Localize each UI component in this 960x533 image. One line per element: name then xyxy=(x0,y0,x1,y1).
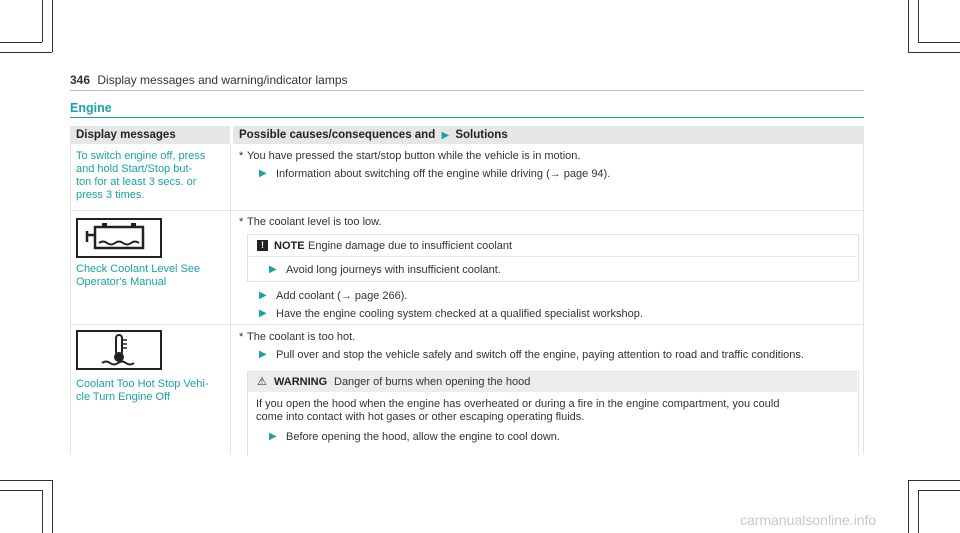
display-message xyxy=(76,378,209,404)
coolant-temperature-icon-graphic xyxy=(78,332,160,368)
section-rule xyxy=(70,117,864,118)
play-arrow-icon: ▶ xyxy=(269,431,277,442)
play-arrow-icon: ▶ xyxy=(441,130,450,141)
crop-mark xyxy=(918,490,960,491)
exclamation-icon: ! xyxy=(257,240,268,251)
cause-text: The coolant is too hot. xyxy=(247,331,356,343)
message-line: Check Coolant Level See xyxy=(76,263,201,275)
column-divider xyxy=(230,144,231,454)
crop-mark xyxy=(908,52,960,53)
section-title: Engine xyxy=(70,101,112,115)
cause-text: The coolant level is too low. xyxy=(247,216,382,228)
crop-mark xyxy=(908,480,960,481)
bullet-icon: * xyxy=(239,331,244,343)
row-divider xyxy=(70,324,864,325)
display-message xyxy=(76,263,200,289)
message-line: cle Turn Engine Off xyxy=(76,391,170,403)
crop-mark xyxy=(908,480,909,533)
table-right-border xyxy=(863,144,864,454)
coolant-level-icon xyxy=(76,218,162,258)
message-line: To switch engine off, press xyxy=(76,150,206,162)
warning-step: Before opening the hood, allow the engine to cool down. xyxy=(286,431,560,443)
message-line: and hold Start/Stop but- xyxy=(76,163,193,175)
page-number: 346 xyxy=(70,73,91,87)
header-rule xyxy=(70,90,864,91)
column-header-messages: Display messages xyxy=(70,126,230,144)
page-header-title: Display messages and warning/indicator lamps xyxy=(97,73,348,87)
watermark: carmanualsonline.info xyxy=(740,512,877,528)
crop-mark xyxy=(52,0,53,52)
page-header xyxy=(70,73,348,87)
play-arrow-icon: ▶ xyxy=(269,264,277,275)
play-arrow-icon: ▶ xyxy=(259,349,267,360)
warning-triangle-icon: ⚠ xyxy=(257,376,267,388)
solution-text: Have the engine cooling system checked at a qualified specialist workshop. xyxy=(276,308,643,320)
crop-mark xyxy=(42,490,43,533)
crop-mark xyxy=(0,480,52,481)
crop-mark xyxy=(52,480,53,533)
message-line: ton for at least 3 secs. or xyxy=(76,176,197,188)
column-header-solutions-text: Solutions xyxy=(455,129,508,141)
crop-mark xyxy=(0,52,52,53)
warning-text: Danger of burns when opening the hood xyxy=(334,376,531,388)
table-left-border xyxy=(70,144,71,454)
message-line: press 3 times. xyxy=(76,189,145,201)
warning-label: WARNING xyxy=(274,376,328,388)
note-label: NOTE xyxy=(274,240,305,252)
warning-body: come into contact with hot gases or other escaping operating fluids. xyxy=(256,411,585,423)
column-header-causes-text: Possible causes/consequences and xyxy=(239,129,436,141)
warning-body: If you open the hood when the engine has overheated or during a fire in the engine compartment, you could xyxy=(256,398,780,410)
note-step: Avoid long journeys with insufficient coolant. xyxy=(286,264,501,276)
crop-mark xyxy=(908,0,909,52)
bullet-icon: * xyxy=(239,216,244,228)
crop-mark xyxy=(918,0,919,42)
coolant-level-icon-graphic xyxy=(78,220,160,256)
cause-text: You have pressed the start/stop button while the vehicle is in motion. xyxy=(247,150,581,162)
crop-mark xyxy=(918,490,919,533)
play-arrow-icon: ▶ xyxy=(259,290,267,301)
note-divider xyxy=(248,256,857,257)
crop-mark xyxy=(42,0,43,42)
crop-mark xyxy=(0,42,42,43)
play-arrow-icon: ▶ xyxy=(259,168,267,179)
message-line: Coolant Too Hot Stop Vehi- xyxy=(76,378,209,390)
solution-text: Information about switching off the engine while driving (→ page 94). xyxy=(276,168,611,180)
bullet-icon: * xyxy=(239,150,244,162)
play-arrow-icon: ▶ xyxy=(259,308,267,319)
note-text: Engine damage due to insufficient coolant xyxy=(308,240,513,252)
row-divider xyxy=(70,210,864,211)
display-message xyxy=(76,150,205,202)
coolant-temperature-icon xyxy=(76,330,162,370)
crop-mark xyxy=(918,42,960,43)
crop-mark xyxy=(0,490,42,491)
message-line: Operator's Manual xyxy=(76,276,167,288)
column-header-causes xyxy=(233,126,864,144)
solution-text: Add coolant (→ page 266). xyxy=(276,290,408,302)
solution-text: Pull over and stop the vehicle safely and switch off the engine, paying attention to road and traffic conditions. xyxy=(276,349,804,361)
